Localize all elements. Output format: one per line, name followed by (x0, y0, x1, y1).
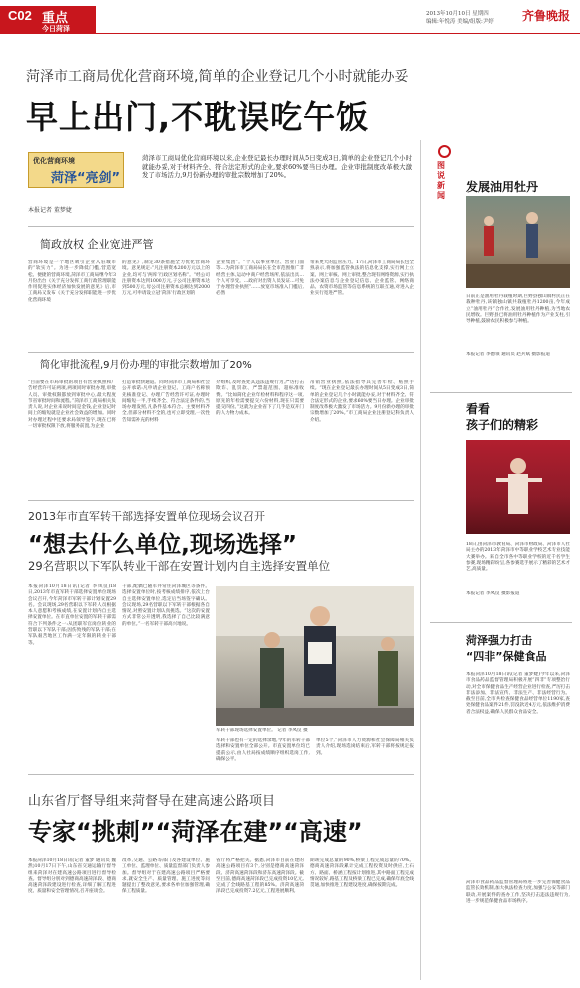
story1-column-7: 介组织,及时查处其违法违规行为,严厉打击欺诈、乱罚款、严禁超范围、超标准收费。“比如简化企业年检材料和程序这一项,原先的年检需要提交六份材料,现在只需要提交四份。”这就为企业省下了几乎是双开门的人力物力成本。 (216, 380, 304, 417)
story3-column-2: 改革,交通、公路等部门及各建设单位、施工单位、监理单位、质量监督部门负责人参加。督导组对于在建高速公路项目严格要求,就安全生产、质量管理、施工进度等问题提出了整改意见,要求各单位加强管理,确保工程质量。 (122, 858, 210, 895)
side3-body: 本报菏泽10月18日讯(记者 董梦婕)今年以来,菏泽市食品药品监督管理局积极开展“四非”专项整治行动,对全市保健食品生产经营企业进行检查,严厉打击非法添加、非法宣传、非法生产、非法经营行为。截至目前,全市共检查保健食品经营单位1190家,查处保健食品案件21件,罚没款近4万元,依法维护消费者合法权益,确保人民群众食品安全。 (466, 672, 570, 715)
story3-headline: 专家“挑刺”“菏泽在建”“高速” (28, 818, 363, 846)
header-rule (96, 33, 580, 34)
story1-column-1: 营商环境是一个地区吸引企业入驻城市的“软实力”。为进一步降低门槛,营造宽松、便捷的营商环境,菏泽市工商局继今年3月份出台《关于充分发挥工商行政管理职能作用促进实体经济加快发展的意见》后,市工商局又发布《关于充分发挥职能进一步优化营商环境 (28, 260, 116, 303)
page-code: C02 (8, 8, 32, 23)
side2-headline-1: 看看 (466, 402, 491, 416)
subsection-title: 今日菏泽 (42, 25, 70, 33)
story2-top-rule (28, 500, 414, 501)
story1-summary: 菏泽市工商局优化营商环境以来,企业登记最长办理时间从5日变成3日,简单的企业登记几个小时就能办妥,对于材料齐全、符合法定形式的企业,要求60%要当日办理。企业审批制度改革极大激发了市场活力,9月份新办理的审批宗数增加了20%。 (142, 154, 412, 180)
military-photo-scene (216, 586, 414, 726)
story3-column-4: 期竣完成总量的90%,桥梁工程完成总量的70%。德商高速菏泽段累计完成工程投资及时供应,土石方、路面、桥涵工程按计划推进,其中路面工程完成情况较好,路基工程及桥梁工程已完成,确保年底全线贯通,加快推进工程建设进度,确保按期完成。 (310, 858, 414, 889)
picture-news-label: 图说新闻 (437, 161, 445, 200)
story2-column-1: 本报菏泽10月18日讯(记者 李凤仪)18日,2013年市直军转干部选择安置单位现场会议召开,今年菏泽市军转干部计划安置29名。会议现场,29名营职以下军转人员根据本人意愿和考核成绩,在安置计划内自主选择安置单位。在市直单位安置的军转干部需符合下列条件之一:从团职军官岗位转业的营职以下军队干部;因伤致残的军队干部;在军队艰苦地区工作满一定年限的转业干部等。 (28, 584, 116, 646)
side1-credit: 本报记者 李德领 通讯员 赵兵斌 摄影报道 (466, 352, 550, 357)
story1-subhead-2: 简化审批流程,9月份办理的审批宗数增加了20% (40, 360, 252, 371)
story1-column-8: 吊销营业执照,依法指导其完善年检、贴照手续。“现在企业登记最长办理时间从5日变成3日,简单的企业登记几个小时就能办妥,对于材料齐全、符合法定形式的企业,要求60%要当日办理。企业审批制度改革极大激发了市场活力。9月份新办理的审批宗数增加了20%。”市工商局企业注册登记科负责人介绍。 (310, 380, 414, 423)
story1-column-5: “目前要在市局审批的项目有营业执照和广告经营许可证两项,两项同时审批办理,审批人员、审批权限都放到审批中心,最大程度节省审批时间和流程。”菏泽市工商局相关负责人说,对企业来说时间是金钱,企业登记时间上的缩短就是企业社会效益的增加。同时对办理过程中还要求局领导签字,现在已将一切审批权限下放,将服务前置,为企业 (28, 380, 116, 430)
tag-line-2: 菏泽“亮剑” (51, 171, 121, 186)
art-contest-photo (466, 440, 570, 534)
story3-kicker: 山东省厅督导组来菏督导在建高速公路项目 (28, 794, 276, 809)
side3-body-2: 菏泽市食品药品监督管理局将进一步完善保健食品监管长效机制,加大执法检查力度,加强与公安等部门联动,开展案件的查办工作,坚决打击违法违规行为,进一步规范保健食品市场秩序。 (466, 880, 570, 904)
story1-subhead-2-box (28, 352, 414, 353)
story1-column-2: 的意见》,制定30条措施全力优化营商环境。意见规定:“凡注册资本200万元以上的企业,均可与‘两库’行政区划名称”。“经公司注册资本达到1000万元,子公司注册资本达到500万元,母公司注册资本总额达到2000万元,可申请设立冠‘菏泽’行政区划的 (122, 260, 210, 297)
side2-credit: 本报记者 李凤仪 摄影报道 (466, 591, 520, 596)
newspaper-logo: 齐鲁晚报 (522, 9, 571, 23)
peony-planting-photo (466, 196, 570, 288)
story1-headline: 早上出门,不耽误吃午饭 (26, 98, 370, 136)
story1-column-6: 打造审批快通道。同时菏泽市工商局和社会公开承诺:凡申请企业登记、工商户名称预先核准登记、办理广告经营许可证,办理时间缩短一半,手续齐全、符合法定条件的,当场办理发照,凡条件基本符合、主要材料齐全,但部分材料不全的,也可立即受理,一次性告知需补充的材料 (122, 380, 210, 423)
side2-caption: 18日,由菏泽市教育局、菏泽市财政局、菏泽市人社局主办的2013年菏泽市中等职业学校艺术专业技能大赛举办。来自全市各中等职业学校的近千名学生参赛,现场精彩纷呈,各参赛选手展示了精彩的艺术才艺,高质量。 (466, 542, 570, 573)
side1-headline: 发展油用牡丹 (466, 180, 539, 194)
picture-news-tag (436, 145, 452, 201)
issue-date: 2013年10月10日 星期四 (426, 11, 489, 17)
sidebar-rule-1 (430, 392, 572, 393)
story1-column-3: 企业集团”。“个人以事业单位、营业门面等…为菏泽市工商局局长在全市范围推广非经营主体,运动中商户经营场所,依法出具…个人可享受。…政府对出资人员发证…可免于办理营业执照”……放宽市场准入门槛后,必然 (216, 260, 304, 297)
story3-column-1: 本报菏泽10月18日讯(记者 董梦 通讯员 魏然)10月17日下午,山东省交通运输厅督导组来菏泽对在建高速公路项目进行督导检查。督导组分别对到德商高速菏泽段、德商高速菏泽段建设进行检查,详细了解工程进度、质量和安全管理情况,召开座谈会。 (28, 858, 116, 895)
story1-column-4: 带来更大的监管压力。17日,菏泽市工商局局长包全熟表示,将加强监管执法的信息化支撑,实行网上立案、网上审核、网上审批,整合现有网络资源,实行执法办案信息与企业登记信息、企业监管、网络商品、农资市场监管等信息系统的互联互通,对进入企业实行宽进严管。 (310, 260, 414, 297)
page-header (0, 0, 580, 34)
story1-kicker: 菏泽市工商局优化营商环境,简单的企业登记几个小时就能办妥 (26, 69, 409, 85)
story2-photo-caption: 军转干部现场选择安置单位。 记者 李凤仪 摄 (216, 728, 308, 733)
peony-photo-figures (466, 196, 570, 288)
column-divider (420, 140, 421, 980)
story1-rule (28, 226, 414, 227)
story3-top-rule (28, 774, 414, 775)
military-cadres-photo (216, 586, 414, 726)
story2-column-2: 干部,配偶已随军并常住菏泽城区等条件。选择安置单位时,按考核成绩排序,依次上台自主选择安置单位,选定后当场签字确认。会议现场,29名营职以下军转干部根据各自情况,对照安置计划认真挑选。“这次的安置方式非常公开透明,我选择了自己比较满意的单位。”一名军转干部高兴地说。 (122, 584, 210, 627)
art-contest-figure (466, 440, 570, 534)
story2-subheadline: 29名营职以下军队转业干部在安置计划内自主选择安置单位 (28, 559, 331, 573)
story2-bottom-text: 军转干部也有一定的选择余地,今年的军转干部选择和安置单位全部公开。市直安置单位均已提前公示,由人社局按成绩顺序组织选岗工作,确保公平。 (216, 738, 310, 762)
editor-credit: 编辑:年悦涛 美编/组版:尹婷 (426, 19, 494, 25)
story2-kicker: 2013年市直军转干部选择安置单位现场会议召开 (28, 510, 265, 523)
story1-subhead-1: 简政放权 企业宽进严管 (40, 238, 154, 251)
side3-headline-2: “四非”保健食品 (466, 650, 547, 663)
picture-news-icon (438, 145, 451, 158)
side2-headline-2: 孩子们的精彩 (466, 418, 539, 432)
section-title: 重点 (42, 11, 69, 26)
side3-headline-1: 菏泽强力打击 (466, 634, 532, 647)
story1-byline: 本报记者 董梦婕 (28, 207, 72, 214)
story2-headline: “想去什么单位,现场选择” (28, 532, 297, 558)
tag-line-1: 优化营商环境 (33, 157, 75, 165)
sidebar-rule-2 (430, 622, 572, 623)
side1-caption: 日前正是油用牡丹栽植时期,巨野县独山镇村民正在栽种牡丹,该镇独山镇共栽植牡丹1200亩,今年成立“油用牡丹”合作社,发展油用牡丹种植,为当地农民增收。巨野县已将油用牡丹种植作为产业支柱,引导种植,鼓励农民积极参与种植。 (466, 294, 570, 325)
story3-column-3: 省厅将严格把关。据悉,菏泽市目前在建的高速公路项目有3个,分别是德商高速菏泽段、济菏高速菏泽段和济东高速菏泽段。截至目前,德商高速菏泽段已完成投资10亿元,完成了全线路基工程的85%。济菏高速菏泽段已完成投资7.2亿元,工程进展顺利。 (216, 858, 304, 895)
story1-tag (28, 152, 124, 188)
story2-right-text: 单位5个,“菏泽市人力资源和社会保障局相关负责人介绍,现场选岗结束后,军转干部将按规定报到。 (316, 738, 414, 756)
